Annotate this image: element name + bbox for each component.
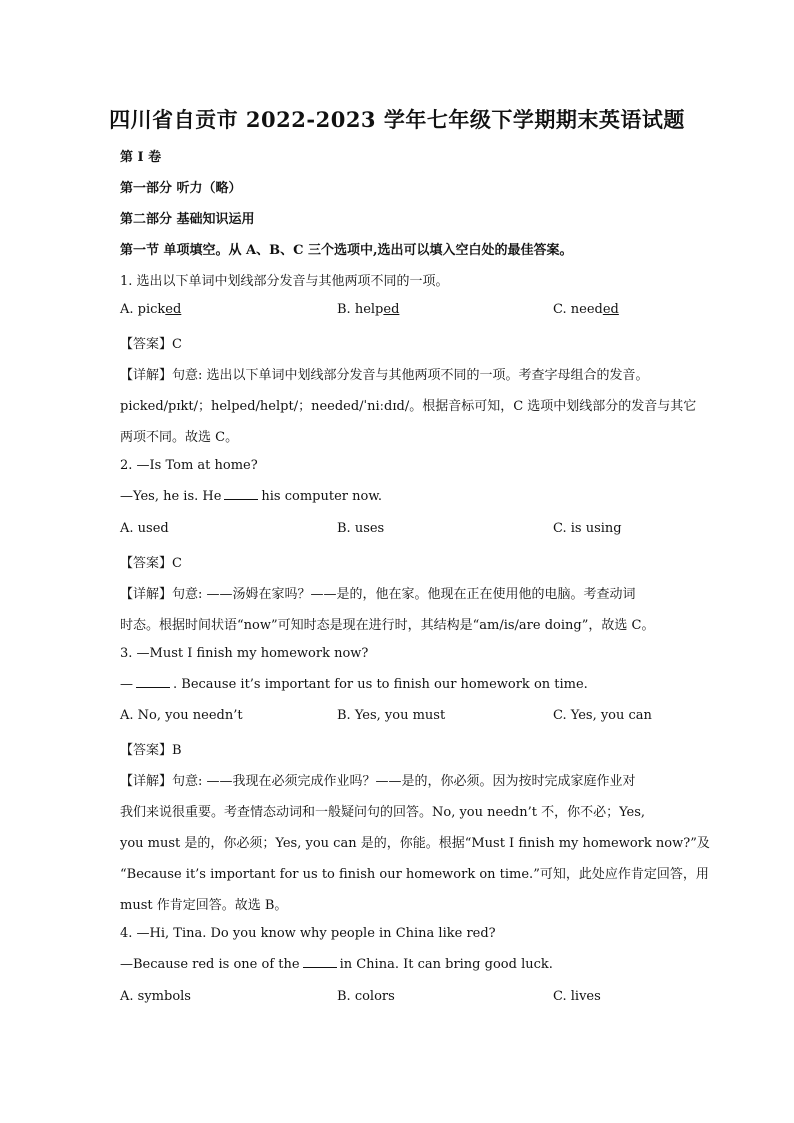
q3-line2: — . Because it’s important for us to finish our homework on time. [120, 677, 588, 692]
q1-detail-line: picked/pɪkt/；helped/helpt/；needed/ˈniːdɪd/。根据音标可知，C 选项中划线部分的发音与其它 [120, 399, 697, 414]
q2-detail-line: 时态。根据时间状语“now”可知时态是现在进行时，其结构是“am/is/are doing”，故选 C。 [120, 618, 655, 633]
q4-option-b: B. colors [337, 989, 395, 1004]
q2-line2: —Yes, he is. He his computer now. [120, 489, 383, 504]
q3-detail-line: “Because it’s important for us to finish our homework on time.”可知，此处应作肯定回答，用 [120, 867, 709, 882]
part1-heading: 第一部分 听力（略） [120, 181, 242, 196]
q1-option-a: A. picked [120, 302, 182, 317]
q2-stem: 2. —Is Tom at home? [120, 458, 258, 473]
q4-option-c: C. lives [553, 989, 601, 1004]
answer-blank [136, 677, 170, 688]
q3-option-b: B. Yes, you must [337, 708, 446, 723]
q1-option-c: C. needed [553, 302, 619, 317]
q1-stem: 1. 选出以下单词中划线部分发音与其他两项不同的一项。 [120, 274, 449, 289]
q3-answer: 【答案】B [120, 743, 182, 758]
q3-detail-line: you must 是的，你必须；Yes, you can 是的，你能。根据“Must I finish my homework now?”及 [120, 836, 710, 851]
q4-line2: —Because red is one of the in China. It can bring good luck. [120, 957, 553, 972]
q2-answer: 【答案】C [120, 556, 182, 571]
q2-option-c: C. is using [553, 521, 622, 536]
part2-heading: 第二部分 基础知识运用 [120, 212, 255, 227]
q1-detail-line: 【详解】句意: 选出以下单词中划线部分发音与其他两项不同的一项。考查字母组合的发音。 [120, 368, 649, 383]
q3-stem: 3. —Must I finish my homework now? [120, 646, 369, 661]
q1-option-b: B. helped [337, 302, 400, 317]
q3-detail-line: 【详解】句意: ——我现在必须完成作业吗？——是的，你必须。因为按时完成家庭作业对 [120, 774, 636, 789]
q3-detail-line: must 作肯定回答。故选 B。 [120, 898, 288, 913]
volume-heading: 第 I 卷 [120, 150, 162, 165]
q2-detail-line: 【详解】句意: ——汤姆在家吗？——是的，他在家。他现在正在使用他的电脑。考查动词 [120, 587, 636, 602]
q1-answer: 【答案】C [120, 337, 182, 352]
q4-stem: 4. —Hi, Tina. Do you know why people in China like red? [120, 926, 496, 941]
q1-detail-line: 两项不同。故选 C。 [120, 430, 239, 445]
answer-blank [224, 489, 258, 500]
section1-heading: 第一节 单项填空。从 A、B、C 三个选项中,选出可以填入空白处的最佳答案。 [120, 243, 573, 258]
q4-option-a: A. symbols [120, 989, 191, 1004]
page-title: 四川省自贡市 2022-2023 学年七年级下学期期末英语试题 [109, 107, 685, 132]
q3-option-c: C. Yes, you can [553, 708, 652, 723]
q2-option-b: B. uses [337, 521, 385, 536]
answer-blank [303, 957, 337, 968]
q3-option-a: A. No, you needn’t [120, 708, 243, 723]
q2-option-a: A. used [120, 521, 169, 536]
q3-detail-line: 我们来说很重要。考查情态动词和一般疑问句的回答。No, you needn’t 不，你不必；Yes, [120, 805, 646, 820]
